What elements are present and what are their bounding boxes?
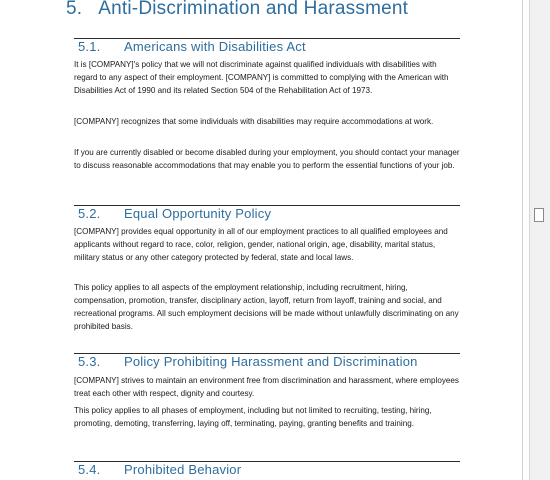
- section-number: 5.3.: [78, 354, 101, 369]
- section-heading: [78, 462, 241, 477]
- paragraph: This policy applies to all phases of employment, including but not limited to recruiting, testing, hiring, promoting, demoting, transferring, laying off, terminating, paying, granting benefits and training.: [74, 406, 432, 428]
- section-heading: [78, 354, 418, 369]
- section-number: 5.4.: [78, 462, 101, 477]
- section-title: Americans with Disabilities Act: [124, 39, 306, 54]
- section-title: Equal Opportunity Policy: [124, 206, 272, 221]
- paragraph: [COMPANY] strives to maintain an environment free from discrimination and harassment, where employees treat each other with respect, dignity and courtesy.: [74, 376, 459, 398]
- section-title: Prohibited Behavior: [124, 462, 242, 477]
- section-title: Policy Prohibiting Harassment and Discrimination: [124, 354, 418, 369]
- paragraph: This policy applies to all aspects of the employment relationship, including recruitment, hiring, compensation, promotion, transfer, disciplinary action, layoff, return from layoff, training and social, and recreational programs. All such employment decisions will be made without unlawfully discriminating on any prohibited basis.: [74, 283, 459, 331]
- title-text: Anti-Discrimination and Harassment: [98, 0, 409, 19]
- paragraph: [COMPANY] recognizes that some individuals with disabilities may require accommodations at work.: [74, 117, 434, 126]
- paragraph: If you are currently disabled or become disabled during your employment, you should contact your manager to discuss reasonable accommodations that may enable you to perform the essential functions of your job.: [74, 148, 460, 170]
- paragraph: [COMPANY] provides equal opportunity in all of our employment practices to all qualified employees and applicants without regard to race, color, religion, gender, national origin, age, disability, marital status, military status or any other category protected by federal, state and local laws.: [74, 227, 448, 262]
- viewer-side-handle[interactable]: [534, 208, 544, 222]
- title-number: 5.: [66, 0, 83, 19]
- section-number: 5.1.: [78, 39, 101, 54]
- section-number: 5.2.: [78, 206, 101, 221]
- paragraph: It is [COMPANY]'s policy that we will not discriminate against qualified individuals with disabilities with regard to any aspect of their employment. [COMPANY] is committed to complying with the American with Disabilities Act of 1990 and its related Section 504 of the Rehabilitation Act of 1973.: [74, 60, 449, 95]
- viewer-side-strip: [529, 0, 550, 480]
- section-heading: [78, 206, 271, 221]
- document-title: [66, 0, 408, 20]
- page-edge: [522, 0, 523, 480]
- section-heading: [78, 39, 306, 54]
